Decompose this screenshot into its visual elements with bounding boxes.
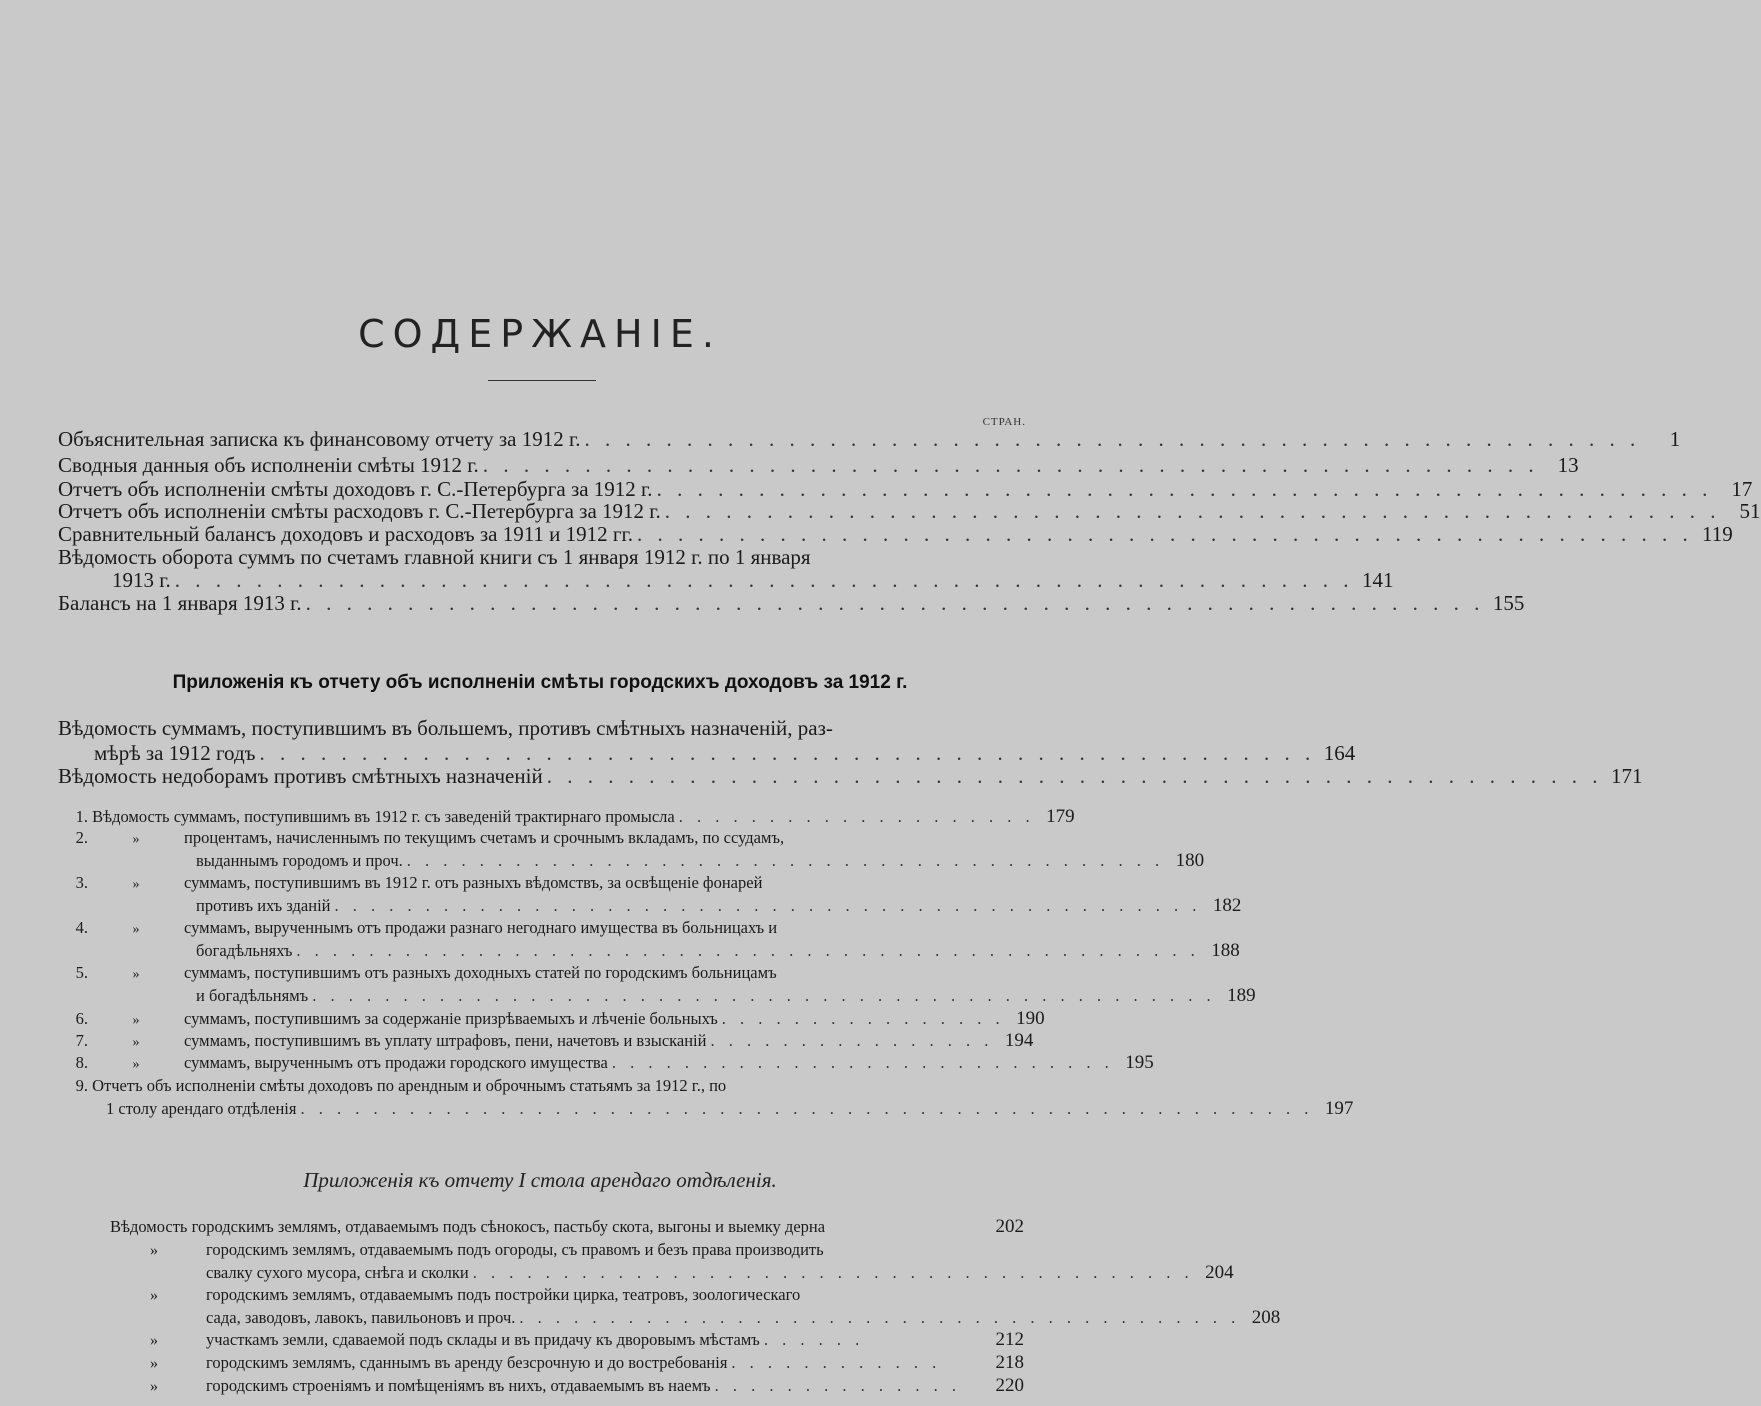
list-item[interactable] bbox=[150, 1375, 1024, 1397]
list-item-continuation[interactable] bbox=[196, 940, 1240, 962]
toc-entry-text: Сводныя данныя объ исполненіи смѣты 1912 г. bbox=[58, 453, 479, 477]
item-page: 180 bbox=[1175, 850, 1205, 871]
item-page: 220 bbox=[995, 1375, 1024, 1396]
list-item[interactable] bbox=[150, 1352, 1024, 1374]
ditto-mark: » bbox=[150, 1287, 158, 1304]
item-text: Отчетъ объ исполненіи смѣты доходовъ по арендным и оброчнымъ статьямъ за 1912 г., по bbox=[92, 1076, 727, 1095]
ditto-mark: » bbox=[132, 1057, 140, 1072]
toc-entry[interactable] bbox=[58, 591, 1525, 616]
item-number: 3. bbox=[75, 873, 88, 892]
toc-entry-text: Вѣдомость недоборамъ противъ смѣтныхъ назначеній bbox=[58, 764, 543, 788]
toc-entry[interactable] bbox=[94, 741, 1356, 766]
leader-dots: . . . . . . . . . . . . . . . . bbox=[710, 1031, 994, 1050]
toc-entry-text: Объяснительная записка къ финансовому отчету за 1912 г. bbox=[58, 427, 581, 451]
toc-entry-continuation: мѣрѣ за 1912 годъ bbox=[94, 741, 256, 765]
list-item-continuation[interactable] bbox=[196, 850, 1205, 872]
item-text: суммамъ, поступившимъ за содержаніе призрѣваемыхъ и лѣченіе больныхъ bbox=[184, 1009, 718, 1028]
leader-dots: . . . . . . . . . . . . . . . . . . . . . . . . . . . . . . . . . . . . . . . . . . . . . . . . . . . . . . . . bbox=[300, 1099, 1314, 1118]
toc-entry[interactable] bbox=[58, 453, 1579, 478]
toc-entry-page: 51 bbox=[1739, 499, 1761, 523]
list-item[interactable] bbox=[58, 828, 784, 848]
section-heading: Приложенія къ отчету I стола арендаго отдѣленія. bbox=[303, 1168, 777, 1192]
leader-dots: . . . . . . . . . . . . . . . . . . . . . . . . . . . . . . . . . . . . . . . . . . . . . . . . . . . . bbox=[584, 427, 1641, 451]
item-number: 7. bbox=[75, 1031, 88, 1050]
list-item-continuation[interactable] bbox=[106, 1098, 1354, 1120]
toc-entry[interactable] bbox=[58, 764, 1643, 789]
ditto-mark: » bbox=[132, 922, 140, 937]
item-text: суммамъ, поступившимъ въ уплату штрафовъ, пени, начетовъ и взысканій bbox=[184, 1031, 707, 1050]
item-page: 190 bbox=[1016, 1008, 1045, 1029]
leader-dots: . . . . . . . . . . . . . . . . . . . . . . . . . . . . . . . . . . . . . . . . . . . . . . . . . . . . . . . . . . bbox=[305, 591, 1485, 615]
list-item[interactable] bbox=[58, 1030, 1034, 1052]
leader-dots: . . . . . . . . . . . . . . . . . . . . . . . . . . . . bbox=[611, 1053, 1114, 1072]
item-continuation: богадѣльняхъ bbox=[196, 941, 293, 960]
list-item[interactable] bbox=[58, 963, 777, 983]
toc-entry-page: 17 bbox=[1731, 477, 1753, 501]
leader-dots: . . . . . . . . . . . . . . . . . . . . . . . . . . . . . . . . . . . . . . . . . . . . . . . . . . . . bbox=[482, 453, 1539, 477]
toc-entry-page: 171 bbox=[1610, 764, 1643, 788]
item-continuation: сада, заводовъ, лавокъ, павильоновъ и проч. bbox=[206, 1308, 516, 1327]
leader-dots: . . . . . . . . . . . . . . . . . . . . . . . . . . . . . . . . . . . . . . . . . . . . . . . . . . . . bbox=[664, 499, 1721, 523]
ditto-mark: » bbox=[150, 1355, 158, 1372]
item-page: 194 bbox=[1004, 1030, 1034, 1051]
list-item[interactable] bbox=[58, 1076, 726, 1096]
ditto-mark: » bbox=[132, 1013, 140, 1028]
item-text: суммамъ, поступившимъ въ 1912 г. отъ разныхъ вѣдомствъ, за освѣщеніе фонарей bbox=[184, 873, 763, 892]
item-page: 179 bbox=[1046, 806, 1075, 827]
item-continuation: свалку сухого мусора, снѣга и сколки bbox=[206, 1263, 469, 1282]
toc-entry-text: Отчетъ объ исполненіи смѣты доходовъ г. С.-Петербурга за 1912 г. bbox=[58, 477, 653, 501]
ditto-mark: » bbox=[150, 1242, 158, 1259]
item-page: 218 bbox=[995, 1352, 1024, 1373]
item-text: процентамъ, начисленнымъ по текущимъ счетамъ и срочнымъ вкладамъ, по ссудамъ, bbox=[184, 828, 785, 847]
item-lead: Вѣдомость bbox=[110, 1217, 188, 1236]
item-number: 6. bbox=[75, 1009, 88, 1028]
item-text: городскимъ землямъ, отдаваемымъ подъ сѣнокосъ, пастьбу скота, выгоны и выемку дерна bbox=[191, 1217, 826, 1236]
item-text: городскимъ землямъ, отдаваемымъ подъ постройки цирка, театровъ, зоологическаго bbox=[206, 1285, 801, 1304]
leader-dots: . . . . . . . . . . . . . . . . . . . . . . . . . . . . . . . . . . . . . . . . . . . . . . . . . . . . . . . . . . bbox=[174, 568, 1354, 592]
list-item-continuation[interactable] bbox=[196, 895, 1242, 917]
list-item[interactable] bbox=[58, 1008, 1045, 1030]
item-continuation: противъ ихъ зданій bbox=[196, 896, 331, 915]
item-page: 212 bbox=[995, 1329, 1024, 1350]
item-text: городскимъ землямъ, сданнымъ въ аренду безсрочную и до востребованія bbox=[206, 1353, 728, 1372]
toc-entry-text: Балансъ на 1 января 1913 г. bbox=[58, 591, 302, 615]
list-item-continuation[interactable] bbox=[206, 1307, 1281, 1329]
list-item[interactable] bbox=[150, 1285, 800, 1305]
leader-dots: . . . . . . . . . . . . . . . . . . . . bbox=[678, 807, 1035, 826]
item-number: 1. bbox=[75, 807, 88, 826]
ditto-mark: » bbox=[132, 877, 140, 892]
toc-entry[interactable] bbox=[58, 427, 1681, 452]
list-item-continuation[interactable] bbox=[196, 985, 1256, 1007]
ditto-mark: » bbox=[150, 1332, 158, 1349]
item-page: 197 bbox=[1324, 1098, 1354, 1119]
list-item-continuation[interactable] bbox=[206, 1262, 1234, 1284]
list-item[interactable] bbox=[58, 1052, 1154, 1074]
toc-entry-page: 141 bbox=[1362, 568, 1394, 592]
toc-entry-page: 119 bbox=[1702, 522, 1733, 546]
leader-dots: . . . . . . . . . . . . . . . . . . . . . . . . . . . . . . . . . . . . . . . . . . . . . . . . . . . . bbox=[259, 741, 1316, 765]
toc-entry-continuation: 1913 г. bbox=[112, 568, 171, 592]
leader-dots: . . . . . . . . . . . . . . . . . . . . . . . . . . . . . . . . . . . . . . . . bbox=[519, 1308, 1241, 1327]
item-text: Вѣдомость суммамъ, поступившимъ въ 1912 г. съ заведеній трактирнаго промысла bbox=[92, 807, 675, 826]
toc-entry[interactable] bbox=[112, 568, 1394, 593]
toc-entry-page: 164 bbox=[1323, 741, 1356, 765]
item-number: 5. bbox=[75, 963, 88, 982]
toc-entry-text[interactable]: Вѣдомость суммамъ, поступившимъ въ большемъ, противъ смѣтныхъ назначеній, раз- bbox=[58, 716, 833, 740]
item-number: 2. bbox=[75, 828, 88, 847]
toc-entry-page: 155 bbox=[1492, 591, 1525, 615]
item-page: 189 bbox=[1227, 985, 1256, 1006]
leader-dots: . . . . . . . . . . . . bbox=[731, 1353, 942, 1372]
item-number: 9. bbox=[75, 1076, 88, 1095]
list-item[interactable] bbox=[150, 1329, 1024, 1351]
list-item[interactable] bbox=[58, 873, 762, 893]
toc-entry-page: 13 bbox=[1557, 453, 1579, 477]
list-item[interactable] bbox=[58, 918, 777, 938]
item-continuation: и богадѣльнямъ bbox=[196, 986, 309, 1005]
item-text: участкамъ земли, сдаваемой подъ склады и въ придачу къ дворовымъ мѣстамъ bbox=[206, 1330, 760, 1349]
leader-dots: . . . . . . . . . . . . . . . . . . . . . . . . . . . . . . . . . . . . . . . . . . . . . . . . . . . . bbox=[656, 477, 1713, 501]
item-text: суммамъ, вырученнымъ отъ продажи разнаго негоднаго имущества въ больницахъ и bbox=[184, 918, 778, 937]
leader-dots: . . . . . . . . . . . . . . . . . . . . . . . . . . . . . . . . . . . . . . . . . . bbox=[406, 851, 1165, 870]
item-number: 8. bbox=[75, 1053, 88, 1072]
leader-dots: . . . . . . . . . . . . . . . . . . . . . . . . . . . . . . . . . . . . . . . . . . . . . . . . bbox=[334, 896, 1202, 915]
leader-dots: . . . . . . . . . . . . . . bbox=[714, 1376, 961, 1395]
list-item[interactable] bbox=[150, 1240, 824, 1260]
toc-entry[interactable] bbox=[58, 522, 1733, 547]
toc-entry-text[interactable]: Вѣдомость оборота суммъ по счетамъ главной книги съ 1 января 1912 г. по 1 января bbox=[58, 545, 811, 569]
item-page: 188 bbox=[1211, 940, 1240, 961]
item-page: 182 bbox=[1212, 895, 1242, 916]
toc-entry-page: 1 bbox=[1669, 427, 1681, 451]
item-page: 208 bbox=[1251, 1307, 1281, 1328]
page-title: СОДЕРЖАНІЕ. bbox=[358, 312, 722, 356]
ditto-mark: » bbox=[132, 832, 140, 847]
item-text: городскимъ землямъ, отдаваемымъ подъ огороды, съ правомъ и безъ права производить bbox=[206, 1240, 824, 1259]
ditto-mark: » bbox=[132, 967, 140, 982]
item-text: городскимъ строеніямъ и помѣщеніямъ въ нихъ, отдаваемымъ въ наемъ bbox=[206, 1376, 711, 1395]
leader-dots: . . . . . . . . . . . . . . . . . . . . . . . . . . . . . . . . . . . . . . . . . . . . . . . . . . . . bbox=[637, 522, 1693, 546]
leader-dots: . . . . . . . . . . . . . . . . . . . . . . . . . . . . . . . . . . . . . . . . . . . . . . . . . . bbox=[296, 941, 1200, 960]
item-number: 4. bbox=[75, 918, 88, 937]
title-rule bbox=[488, 380, 596, 381]
list-item[interactable] bbox=[58, 806, 1075, 828]
item-text: суммамъ, поступившимъ отъ разныхъ доходныхъ статей по городскимъ больницамъ bbox=[184, 963, 777, 982]
item-continuation: 1 столу арендаго отдѣленія bbox=[106, 1099, 297, 1118]
item-page: 195 bbox=[1125, 1052, 1154, 1073]
item-text: суммамъ, вырученнымъ отъ продажи городского имущества bbox=[184, 1053, 608, 1072]
page-column-label: СТРАН. bbox=[982, 416, 1026, 428]
item-continuation: выданнымъ городомъ и проч. bbox=[196, 851, 403, 870]
leader-dots: . . . . . . . . . . . . . . . . . . . . . . . . . . . . . . . . . . . . . . . . . . . . . . . . . . bbox=[312, 986, 1216, 1005]
toc-entry-text: Отчетъ объ исполненіи смѣты расходовъ г. С.-Петербурга за 1912 г. bbox=[58, 499, 661, 523]
ditto-mark: » bbox=[150, 1378, 158, 1395]
item-page: 204 bbox=[1205, 1262, 1234, 1283]
item-page: 202 bbox=[995, 1216, 1024, 1237]
toc-entry-text: Сравнительный балансъ доходовъ и расходовъ за 1911 и 1912 гг. bbox=[58, 522, 634, 546]
ditto-mark: » bbox=[132, 1035, 140, 1050]
toc-entry[interactable] bbox=[58, 499, 1761, 524]
leader-dots: . . . . . . bbox=[763, 1330, 865, 1349]
section-heading: Приложенія къ отчету объ исполненіи смѣты городскихъ доходовъ за 1912 г. bbox=[172, 672, 908, 693]
leader-dots: . . . . . . . . . . . . . . . . bbox=[721, 1009, 1005, 1028]
leader-dots: . . . . . . . . . . . . . . . . . . . . . . . . . . . . . . . . . . . . . . . . . . . . . . . . . . . . bbox=[546, 764, 1603, 788]
list-item[interactable] bbox=[110, 1216, 1024, 1238]
leader-dots: . . . . . . . . . . . . . . . . . . . . . . . . . . . . . . . . . . . . . . . . bbox=[472, 1263, 1194, 1282]
